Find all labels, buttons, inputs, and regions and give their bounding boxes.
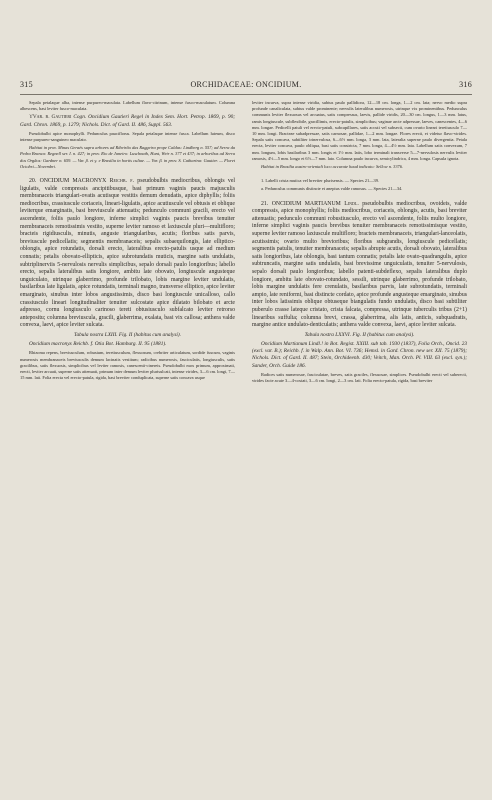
variety-head: ϒVar. β. Gautieri — [29, 114, 72, 121]
page-number-left: 315 — [20, 80, 33, 89]
running-head: ORCHIDACEAE: ONCIDIUM. — [190, 80, 302, 89]
variety-text: Cogn. Oncidium Gautieri Regel in Index Sem. Hort. Petrop. 1869, p. 90; Gard. Chron. 1869, p. 1279; Nichols. Dict. of Gard. II. 486, Suppl. 563. — [20, 114, 235, 128]
left-column — [20, 100, 235, 790]
right-paragraph-1: leviter incurva, supra intense viridia, subtus paulo pallidiora, 12—18 cm. longa, 1—2 cm. lata; nervo medio supra profunde canaliculata, subtus valde prominente; nervulis lateralibus numerosis, utrinque vix prominentibus. Pedunculus communis leviter flexuosus vel arcuatus, satis compressus, laevis, pallide viridis, 20—30 cm. longus, 1—3 mm. latus, ramis longiuscule, subflexibile, gracillimis, erecto-patulis, simplicibus; vaginae arcte adpressae, laeves, canescentes, 4—6 mm. longae. Pedicelli patuli vel erecto-patuli, subcapillares, satis accuti vel subsecti, cum ovario lineari teretiusculo 7—10 mm. longi. Bracteae subadpressae, satis carnosae, pallidae, 1—2 mm. longae. Flores erecti, et videtur flavo-virides. Sepala satis concava, subtiliter trinervulosa, 6—6½ mm. longa, 3 mm. lata, lateralia superne paulo divergentia. Petala erecta, leviter concava, paulo obliqua, basi satis constricta, 7 mm. longa, 4—4½ mm. lata. Labellum satis convexum, 7 mm. longum, lobis basilaribus 3 mm. longis et 1½ mm. latis, lobo terminali transverse 5—7-nervulosis nervulis leviter ramosis, 4½—5 mm. longo et 6½—7 mm. lato. Columna paulo incurva, semicylindrica, 4 mm. longa. Capsula ignota. — [252, 100, 467, 161]
citation-left: Oncidium macronyx Reichb. f. Otia Bot. Hamburg. II. 95 (1881). — [29, 341, 167, 348]
species-21-paragraph — [252, 201, 467, 330]
species-20-paragraph — [20, 178, 235, 330]
habitat-paragraph-left: Habitat in prov. Minas Geraës supra arbores ad Ribeirão das Raggeira prope Caldas: Lindberg n. 557; ad Serra da Pedra Branca: Regnell ser. I. n. 427; in prov. Rio de Janeiro: Luschnath, Hunt, Weir n. 377 et 437; in arboribus ad Serra dos Orgãos: Gardner n. 659. — Var. β. et γ. e Brasilia in hortis cultae. — Var. β. in prov. S. Catharina: Gautier. — Floret Octobri—Novembri. — [20, 145, 235, 169]
citation-right: Oncidium Martianum Lindl.! in Bot. Regist. XXIII. sub tab. 1930 (1837), Folia Orch., Oncid. 23 (excl. var. B.); Reichb. f. in Walp. Ann. Bot. VI. 736; Hemsl. in Gard. Chron. new ser. XII. 75 (1879); Nichols. Dict. of Gard. II. 487; Stein, Orchideenb. 430; Veitch, Man. Orch. Pl. VIII. 63 (excl. syn.); Sander, Orch. Guide 186. — [252, 340, 467, 369]
page-header — [20, 80, 472, 92]
species-20-description: pseudobulbis mediocribus, oblongis vel ligulatis, valde compressis ancipitibusque, basi primum vaginis paucis majusculis membranaceis triangulari-ovatis acutisque vestitis demum denudatis, apice diphyllis; foliis mediocribus, crassiuscule coriaceis, lineari-ligulatis, apice acutiuscule vel obtusis et oblique leviterque emarginatis, basi breviuscule attenuatis; pedunculo communi gracili, erecto vel ascendente, foliis paulo longiore, inferne simplici vaginis paucis brevibus tenuiter membranaceis remotissimis vestito, superne leviter ramoso et laxiuscule pluri—multifloro; bracteis rigidiusculis, minutis, anguste triangularibus, acutis; floribus satis parvis, breviuscule pedicellatis; segmentis membranaceis; sepalis subaequilongis, late elliptico-oblongis, apice rotundatis, dorsali erecto, lateralibus erecto-patulis usque ad medium connatis; petalis obovato-ellipticis, apice subrotundatis muticis, margine satis undulatis, subtriplinerviis 5-nervulosis nervulis simplicibus, sepalo dorsali paulo longioribus; labello erecto, sepalis lateralibus satis longiore, ambitu late obovato, longiuscule angusteque unguiculato, utrinque glaberrimo, profunde trilobato, lobis margine leviter undulatis, basilaribus late ligulatis, apice rotundatis, terminali magno, transverse elliptico, apice leviter emarginato, sinubus inter lobos angustissimis, disco basi longiuscule unicalloso, callo crassiusculo lineari longitudinaliter tenuiter sulcostate apice dilatato bilobato et arcte adpresso, cornu longiusculo carinoso tereti obtusiusculo subfalcato leviter retrorso antepositu; columna breviuscula, gracili, glaberrima, exalata, basi vix callosa; anthera valde convexa, laevi, apice leviter sulcata. — [20, 178, 235, 329]
species-21-author: Lindl. — [344, 200, 359, 207]
key-note-1: 1. Labelli crista mutica vel breviter plurisensis. — Species 21—39. — [261, 178, 380, 184]
habitat-paragraph-right: Habitat in Brasilia austro-orientali loco accurate haud indicato: Sellow n. 3376. — [261, 164, 404, 170]
page-number-right: 316 — [459, 80, 472, 89]
plate-reference-left: Tabula nostra LXIII. Fig. II (habitus cum analysi). — [74, 331, 181, 338]
species-21-description: pseudobulbis mediocribus, ovoideis, valde compressis, apice monophyllis; foliis mediocribus, coriaceis, oblongis, acutis, basi breviter attenuatis; pedunculo communi robustiusculo, erecto vel ascendente, foliis multo longiore, inferne simplici vaginis paucis brevibus tenuiter membranaceis remotissimisque vestito, superne leviter ramoso laxiuscule multifloro; bracteis membranaceis, triangulari-lanceolatis, acutissimis; ovario multo brevioribus; floribus subgrandis, longiuscule pedicellatis; segmentis patulis, tenuiter membranaceis; sepalis abrupte acutis, dorsali obovato, lateralibus satis longioribus, late oblongis, basi tantum connatis; petalis late ovato-quadrangulis, apice subtruncatis, margine satis undulatis, basi brevissime unguiculatis, tenuiter 5-nervulosis, sepalo dorsali paulo longioribus; labello patenti-subdeflexo, sepalis lateralibus duplo longiore, ambitu late obovato-rotundato, sessili, utrinque glaberrimo, profunde trilobato, lobis margine undulatis fere crenulatis, basilaribus parvis, late subrotundatis, terminali ampio, late reniformi, basi distincte cordato, apice profunde angusteque emarginato, sinubus inter lobos latissimis oblique obtuseque biangulatis fundo undulatis, disco basi subtiliter puberulo crasse lateque cristato, crista falcata, compressa, utrinque tuberculis tribus (2+1) linearibus suffulta; columna brevi, crassa, glaberrima, alis latis, anticis, subquadratis, margine antice undulato-denticulatis; anthera valde convexa, laevi, apice leviter sulcata. — [252, 200, 467, 329]
species-20-author: Reichb. f. — [109, 178, 134, 185]
plate-reference-right: Tabula nostra LXXVI. Fig. II (habitus cum analysi). — [304, 331, 415, 338]
description-left: Rhizoma repens, breviusculum, robustum, teretiusculum, flexuosum, crebriter articulatum, sordide fuscum, vaginis numerosis membranaceis breviusculis demum lacinatis vestitum; radicibus numerosis, fasciculatis, longiusculis, satis gracilibus, satis flexuosis, simplicibus vel leviter ramosis, canescenti-cinereis. Pseudobulbi mox primum, approximati, erecti, leviter arcuati, superne satis attenuati, primum inter demum leviter plurisulcati, intense virides, 3—6 cm. longi, 7—15 mm. lati. Folia erecta vel erecto-patula, rigida, basi breviter conduplicata, superne satis concava usque — [20, 350, 235, 381]
header-rule — [20, 94, 472, 95]
variety-paragraph — [20, 114, 235, 128]
description-right: Radices satis numerosae, fasciculatae, breves, satis graciles, flexuosae, simplices. Pseudobulbi erecti vel suberecti, virides facie acute 3—4-costati, 3—6 cm. longi, 2—3 cm. lati. Folia erecto-patula, rigida, basi breviter — [252, 371, 467, 383]
key-note-2: a. Pedunculus communis distincte et anepius valde ramosus. — Species 21—34. — [261, 186, 403, 192]
species-21-title: 21. ONCIDIUM MARTIANUM — [261, 200, 341, 207]
left-paragraph-3: Pseudobulbi apice monophylli. Pedunculus pauciflorus. Sepala petalaque intense fusca. Labellum luteum, disco intense purpureo-sanguineo maculato. — [20, 130, 235, 143]
species-20-title: 20. ONCIDIUM MACRONYX — [29, 178, 107, 185]
right-column — [252, 100, 467, 790]
left-paragraph-1: Sepala petalaque alba, intense purpureo-maculata. Labellum flavo-citrinum, intense fusco-maculatum. Columna albescens, basi leviter fusco-maculata. — [20, 100, 235, 112]
